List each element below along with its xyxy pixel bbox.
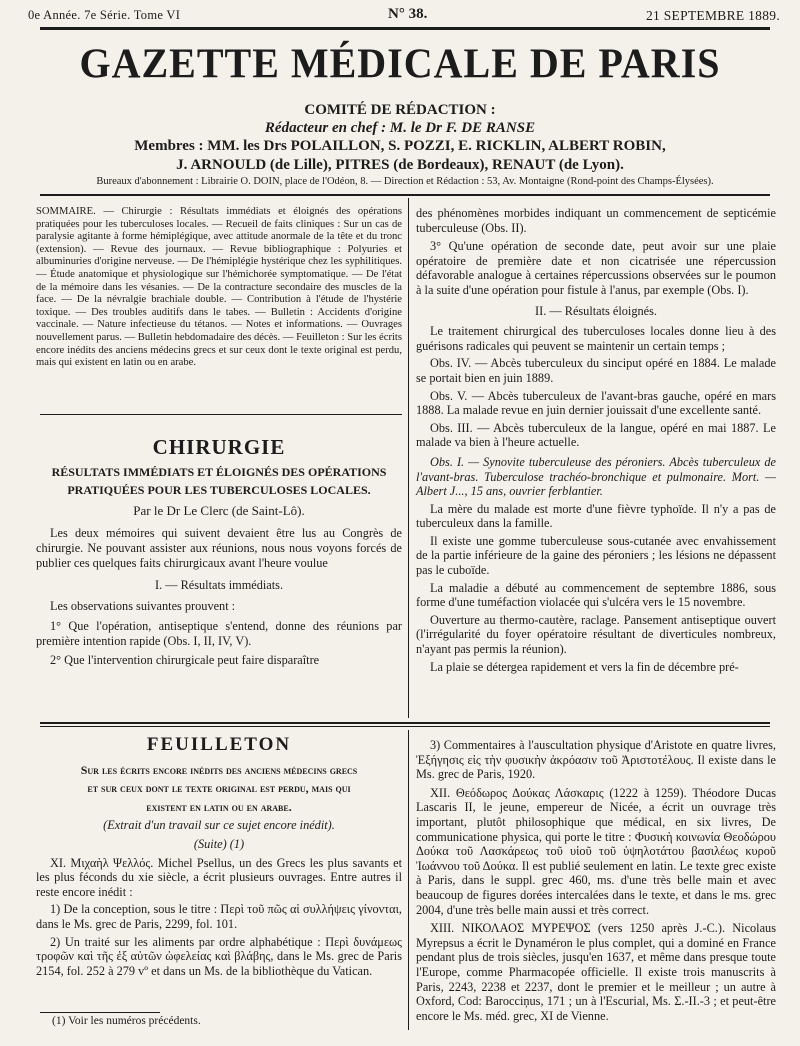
chirurgie-author: Par le Dr Le Clerc (de Saint-Lô). (133, 502, 305, 518)
right-p2: 3° Qu'une opération de seconde date, peut avoir sur une plaie opératoire de première date et non cicatrisée une répercussion défavorable analogue à certaines répercussions observées sur le poumon à la suite d'une opération pour fistule à l'anus, par exemple (Obs. I). (416, 239, 776, 297)
issue-number: N° 38. (388, 6, 428, 22)
right-p5: Il existe une gomme tuberculeuse sous-cutanée avec envahissement de la partie inférieure de la gaine des péroniers ; les lésions ne dépassent pas le cuboïde. (416, 533, 776, 578)
column-divider-bottom (408, 730, 409, 1030)
sommaire-text: SOMMAIRE. — Chirurgie : Résultats immédiats et éloignés des opérations pratiquées pour les tuberculoses locales. — Recueil de faits cliniques : Sur un cas de paralysie agitante à forme hémiplégique, avec attitude anormale de la tête et du tronc (extension). — Revue des journaux. — Revue bibliographique : Polyuries et albuminuries d'origine nerveuse. — De l'hémiplégie hystérique chez les syphilitiques. — Étude anatomique et physiologique sur l'hémichorée symptomatique. — De l'état de la mémoire dans les vésanies. — De la contracture secondaire des muscles de la face. — De la névralgie brachiale double. — Contribution à l'étude de l'hystérie toxique. — Des troubles auditifs dans le tabes. — Bulletin : Accidents d'origine vaccinale. — Nature infectieuse du tétanos. — Notes et informations. — Ouvrages nouvellement parus. — Bulletin hebdomadaire des décès. — Feuilleton : Sur les écrits encore inédits des anciens médecins grecs et sur ceux dont le texte original est perdu, mais qui existent en latin ou en arabe. (36, 206, 402, 369)
feuilleton-sub-2: et sur ceux dont le texte original est perdu, mais qui (87, 781, 351, 796)
chirurgie-p2: Les observations suivantes prouvent : (50, 598, 236, 613)
right-p4: La mère du malade est morte d'une fièvre typhoïde. Il n'y a pas de tuberculeux dans la famille. (416, 501, 776, 531)
top-rule (40, 27, 770, 30)
footnote: (1) Voir les numéros précédents. (52, 1015, 201, 1027)
obs-i: Obs. I. — Synovite tuberculeuse des péroniers. Abcès tuberculeux de l'avant-bras. Tuberculose trachéo-bronchique et pulmonaire. Mort. — Albert J..., 15 ans, ouvrier ferblantier. (416, 454, 776, 499)
feuilleton-left (36, 734, 402, 978)
feuilleton-r1: 3) Commentaires à l'auscultation physique d'Aristote en quatre livres, Ἐξήγησις εἰς τὴν φυσικὴν ἀκρόασιν τοῦ Ἀριστοτέλους. Il existe dans le Ms. grec de Paris, 1920. (416, 738, 776, 782)
chirurgie-p4: 2° Que l'intervention chirurgicale peut faire disparaître (50, 652, 320, 667)
chirurgie-p3: 1° Que l'opération, antiseptique s'entend, donne des réunions par première intention rapide (Obs. I, II, IV, V). (36, 619, 402, 648)
issue-volume: 0e Année. 7e Série. Tome VI (28, 8, 181, 22)
right-p6: La maladie a débuté au commencement de septembre 1886, sous forme d'une tuméfaction violacée qui s'ulcéra vers le 15 novembre. (416, 580, 776, 610)
bureaux-line: Bureaux d'abonnement : Librairie O. DOIN, place de l'Odéon, 8. — Direction et Rédaction : 53, Av. Montaigne (Rond-point des Champs-Élysées). (96, 176, 714, 187)
obs-v: Obs. V. — Abcès tuberculeux de l'avant-bras gauche, opéré en mars 1888. La malade revue en juin dernier jouissait d'une excellente santé. (416, 388, 776, 418)
feuilleton-p3: 2) Un traité sur les aliments par ordre alphabétique : Περὶ δυνάμεως τροφῶν καὶ τῆς ἐξ αὐτῶν ὠφελείας καὶ βλάβης, dans le Ms. grec de Paris 2154, fol. 252 à 279 vº et dans un Ms. de la bibliothèque du Vatican. (36, 934, 402, 978)
feuilleton-r3: XIII. ΝΙΚΟΛΑΟΣ ΜΥΡΕΨΟΣ (vers 1250 après J.-C.). Nicolaus Myrepsus a écrit le Dynaméron le plus complet, qui a dominé en France pendant plus de trois siècles, jusqu'en 1637, et même dans presque toute l'Europe, comme Pharmacopée officielle. Il existe trois manuscrits à Paris, 2243, 2238 et 2237, dont le premier et le meilleur ; un autre à Oxford, Cod: Barocciņus, 171 ; un à l'Escurial, Ms. Σ.-II.-3 ; et peut-être encore le Ms. méd. grec, XI de Vienne. (416, 921, 776, 1023)
right-p7: Ouverture au thermo-cautère, raclage. Pansement antiseptique ouvert (l'irrégularité du foyer opératoire résultant de diverticules nombreux, n'ayant pas permis la réunion). (416, 612, 776, 657)
chirurgie-subtitle-1: RÉSULTATS IMMÉDIATS ET ÉLOIGNÉS DES OPÉRATIONS (51, 464, 387, 479)
right-p8: La plaie se détergea rapidement et vers la fin de décembre pré- (430, 659, 739, 674)
membres-line: Membres : MM. les Drs POLAILLON, S. POZZI, E. RICKLIN, ALBERT ROBIN, (134, 138, 666, 154)
feuilleton-heading: FEUILLETON (146, 734, 292, 755)
column-divider-top (408, 198, 409, 718)
feuilleton-extrait: (Extrait d'un travail sur ce sujet encore inédit). (103, 818, 335, 833)
redacteur-line: Rédacteur en chef : M. le Dr F. DE RANSE (264, 120, 536, 136)
section-resultats-immediats: I. — Résultats immédiats. (154, 578, 284, 593)
right-p3: Le traitement chirurgical des tuberculoses locales donne lieu à des guérisons radicales qui peuvent se maintenir un certain temps ; (416, 324, 776, 353)
feuilleton-suite: (Suite) (1) (193, 836, 245, 851)
comite-line: COMITÉ DE RÉDACTION : (304, 102, 496, 118)
feuilleton-rule-2 (40, 726, 770, 727)
chirurgie-heading: CHIRURGIE (152, 435, 286, 459)
membres-line-2: J. ARNOULD (de Lille), PITRES (de Bordeaux), RENAUT (de Lyon). (176, 157, 624, 173)
issue-date: 21 SEPTEMBRE 1889. (645, 8, 780, 23)
footnote-rule (40, 1012, 160, 1013)
masthead-title: GAZETTE MÉDICALE DE PARIS (79, 39, 721, 88)
right-column-top (416, 206, 776, 674)
feuilleton-p2: 1) De la conception, sous le titre : Περὶ τοῦ πῶς αἱ συλλήψεις γίνονται, dans le Ms. grec de Paris, 2299, fol. 101. (36, 902, 402, 931)
obs-iv: Obs. IV. — Abcès tuberculeux du sinciput opéré en 1884. Le malade se portait bien en juin 1889. (416, 356, 776, 385)
sommaire-rule (40, 414, 402, 415)
right-p1: des phénomènes morbides indiquant un commencement de septicémie tuberculeuse (Obs. II). (416, 206, 776, 235)
feuilleton-sub-3: existent en latin ou en arabe. (146, 799, 292, 814)
feuilleton-right (416, 738, 776, 1023)
feuilleton-rule (40, 722, 770, 724)
chirurgie-p1: Les deux mémoires qui suivent devaient être lus au Congrès de chirurgie. Ne pouvant assister aux réunions, nous nous voyons forcés de publier ces quelques faits chirurgicaux avant l'heure voulue (36, 526, 402, 570)
feuilleton-sub-1: Sur les écrits encore inédits des anciens médecins grecs (80, 762, 358, 777)
sommaire (36, 206, 402, 370)
obs-iii: Obs. III. — Abcès tuberculeux de la langue, opéré en mai 1887. Le malade va bien à l'heure actuelle. (416, 420, 776, 450)
issue-header (28, 6, 780, 26)
chirurgie-article (36, 435, 402, 667)
chirurgie-subtitle-2: PRATIQUÉES POUR LES TUBERCULOSES LOCALES. (67, 483, 371, 498)
section-resultats-eloignes: II. — Résultats éloignés. (535, 303, 657, 318)
feuilleton-r2: XII. Θεόδωρος Δούκας Λάσκαρις (1222 à 1259). Théodore Ducas Lascaris II, le jeune, empereur de Nicée, a écrit un ouvrage très important, plutôt philosophique que médical, en six livres, De communicatione physica, qui porte le titre : Φυσικὴ κοινωνία Θεοδώρου Δούκα τοῦ Λασκάρεως τοῦ υἱοῦ τοῦ ὑψηλοτάτου βασιλέως κυροῦ Ἰωάννου τοῦ Δούκα. Il est publié seulement en latin. Le texte grec existe à Paris, dans le suppl. grec 460, ms. d'une très belle main et avec beaucoup de figures dorées intercalées dans le texte, et dans le ms. grec 2004, d'une très belle main aussi et très correct. (416, 785, 776, 917)
feuilleton-p1: XI. Μιχαὴλ Ψελλός. Michel Psellus, un des Grecs les plus savants et les plus féconds du xie siècle, a écrit plusieurs ouvrages. Entre autres il reste encore inédit : (36, 855, 402, 899)
masthead-rule (40, 194, 770, 196)
